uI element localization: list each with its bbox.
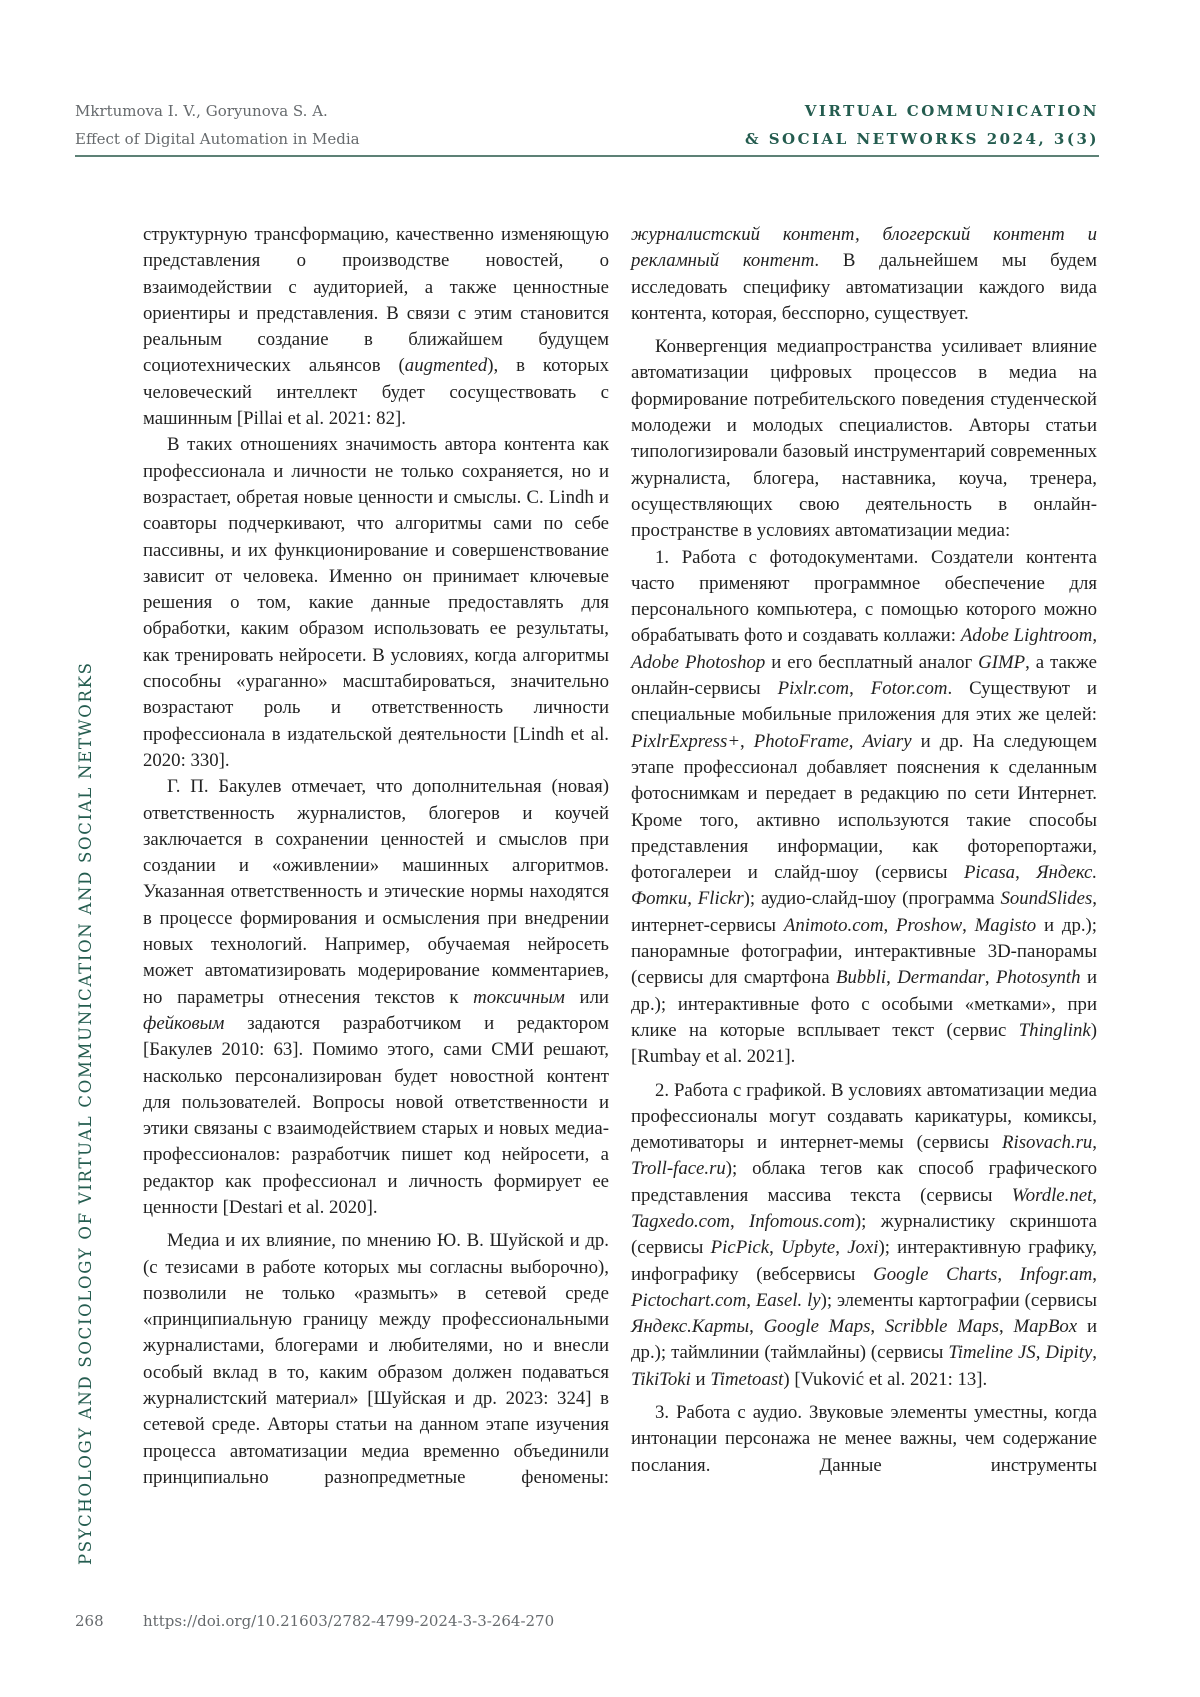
page-number: 268 bbox=[75, 1612, 104, 1630]
journal-name-line1: VIRTUAL COMMUNICATION bbox=[804, 102, 1099, 120]
body-paragraph: Г. П. Бакулев отмечает, что дополнительная (новая) ответственность журналистов, блогеров и коучей заключается в сохранении ценностей и смыслов при создании и «оживлении» машинных алгоритмов. Указанная ответственность и этические нормы находятся в процессе формирования и осмысления при внедрении новых технологий. Например, обучаемая нейросеть может автоматизировать модерирование комментариев, но параметры отнесения текстов к токсичным или фейковым задаются разработчиком и редактором [Бакулев 2010: 63]. Помимо этого, сами СМИ решают, насколько персонализирован будет новостной контент для пользователей. Вопросы новой ответственности и этики связаны с взаимодействием старых и новых медиапрофессионалов: разработчик пишет код нейросети, а редактор как профессионал и личность формирует ее ценности [Destari et al. 2020]. bbox=[143, 776, 609, 1218]
running-header-left bbox=[75, 97, 360, 153]
doi-link[interactable]: https://doi.org/10.21603/2782-4799-2024-3-3-264-270 bbox=[143, 1612, 555, 1630]
body-paragraph: Конвергенция медиапространства усиливает влияние автоматизации цифровых процессов в медиа на формирование потребительского поведения студенческой молодежи и молодых специалистов. Авторы статьи типологизировали базовый инструментарий современных журналиста, блогера, наставника, коуча, тренера, осуществляющих свою деятельность в онлайн-пространстве в условиях автоматизации медиа: bbox=[631, 336, 1097, 542]
vertical-section-title: PSYCHOLOGY AND SOCIOLOGY OF VIRTUAL COMMUNICATION AND SOCIAL NETWORKS bbox=[76, 661, 95, 1565]
body-paragraph: 3. Работа с аудио. Звуковые элементы уместны, когда интонации персонажа не менее важны, чем содержание послания. Данные инструменты bbox=[631, 1402, 1097, 1476]
body-paragraph: 1. Работа с фотодокументами. Создатели контента часто применяют программное обеспечение для персонального компьютера, с помощью которого можно обрабатывать фото и создавать коллажи: Adobe Lightroom, Adobe Photoshop и его бесплатный аналог GIMP, а также онлайн-сервисы Pixlr.com, Fotor.com. Существуют и специальные мобильные приложения для этих же целей: PixlrExpress+, PhotoFrame, Aviary и др. На следующем этапе профессионал добавляет пояснения к сделанным фотоснимкам и передает в редакцию по сети Интернет. Кроме того, активно используются такие способы представления информации, как фоторепортажи, фотогалереи и слайд-шоу (сервисы Picasa, Яндекс. Фотки, Flickr); аудио-слайд-шоу (программа SoundSlides, интернет-сервисы Animoto.com, Proshow, Magisto и др.); панорамные фотографии, интерактивные 3D-панорамы (сервисы для смартфона Bubbli, Dermandar, Photosynth и др.); интерактивные фото с особыми «метками», при клике на которые всплывает текст (сервис Thinglink) [Rumbay et al. 2021]. bbox=[631, 546, 1098, 1068]
header-divider bbox=[75, 155, 1099, 157]
body-paragraph: Медиа и их влияние, по мнению Ю. В. Шуйской и др. (с тезисами в работе которых мы согласны выборочно), позволили не только «размыть» в сетевой среде «принципиальную границу между профессиональными журналистами, блогерами и любителями, но и внесли особый вклад в то, каким образом должен подаваться журналистский материал» [Шуйская и др. 2023: 324] в сетевой среде. Авторы статьи на данном этапе изучения процесса автоматизации медиа временно объединили принципиально разнопредметные феномены: bbox=[143, 1230, 609, 1488]
journal-name-line2: & SOCIAL NETWORKS 2024, 3(3) bbox=[744, 130, 1099, 148]
text-column-left bbox=[143, 222, 609, 1491]
header-article-title: Effect of Digital Automation in Media bbox=[75, 130, 360, 148]
header-authors: Mkrtumova I. V., Goryunova S. A. bbox=[75, 102, 328, 120]
running-header-right bbox=[745, 97, 1099, 153]
body-paragraph: структурную трансформацию, качественно изменяющую представления о производстве новостей, о взаимодействии с аудиторией, а также ценностные ориентиры и представления. В связи с этим становится реальным создание в ближайшем будущем социотехнических альянсов (augmented), в которых человеческий интеллект будет сосуществовать с машинным [Pillai et al. 2021: 82]. bbox=[143, 224, 609, 430]
body-paragraph: В таких отношениях значимость автора контента как профессионала и личности не только сохраняется, но и возрастает, обретая новые ценности и смыслы. C. Lindh и соавторы подчеркивают, что алгоритмы сами по себе пассивны, и их функционирование и совершенствование зависит от человека. Именно он принимает ключевые решения о том, какие данные предоставлять для обработки, каким образом использовать ее результаты, как тренировать нейросети. В условиях, когда алгоритмы способны «ураганно» масштабироваться, значительно возрастают роль и ответственность личности профессионала в издательской деятельности [Lindh et al. 2020: 330]. bbox=[143, 434, 609, 771]
body-paragraph: 2. Работа с графикой. В условиях автоматизации медиа профессионалы могут создавать карикатуры, комиксы, демотиваторы и интернет-мемы (сервисы Risovach.ru, Troll-face.ru); облака тегов как способ графического представления массива текста (сервисы Wordle.net, Tagxedo.com, Infomous.com); журналистику скриншота (сервисы PicPick, Upbyte, Joxi); интерактивную графику, инфографику (вебсервисы Google Charts, Infogr.am, Pictochart.com, Easel. ly); элементы картографии (сервисы Яндекс.Карты, Google Maps, Scribble Maps, MapBox и др.); таймлинии (таймлайны) (сервисы Timeline JS, Dipity, TikiToki и Timetoast) [Vuković et al. 2021: 13]. bbox=[631, 1079, 1097, 1390]
body-paragraph: журналистский контент, блогерский контент и рекламный контент. В дальнейшем мы будем исследовать специфику автоматизации каждого вида контента, которая, бесспорно, существует. bbox=[631, 224, 1097, 324]
text-column-right bbox=[631, 222, 1097, 1479]
